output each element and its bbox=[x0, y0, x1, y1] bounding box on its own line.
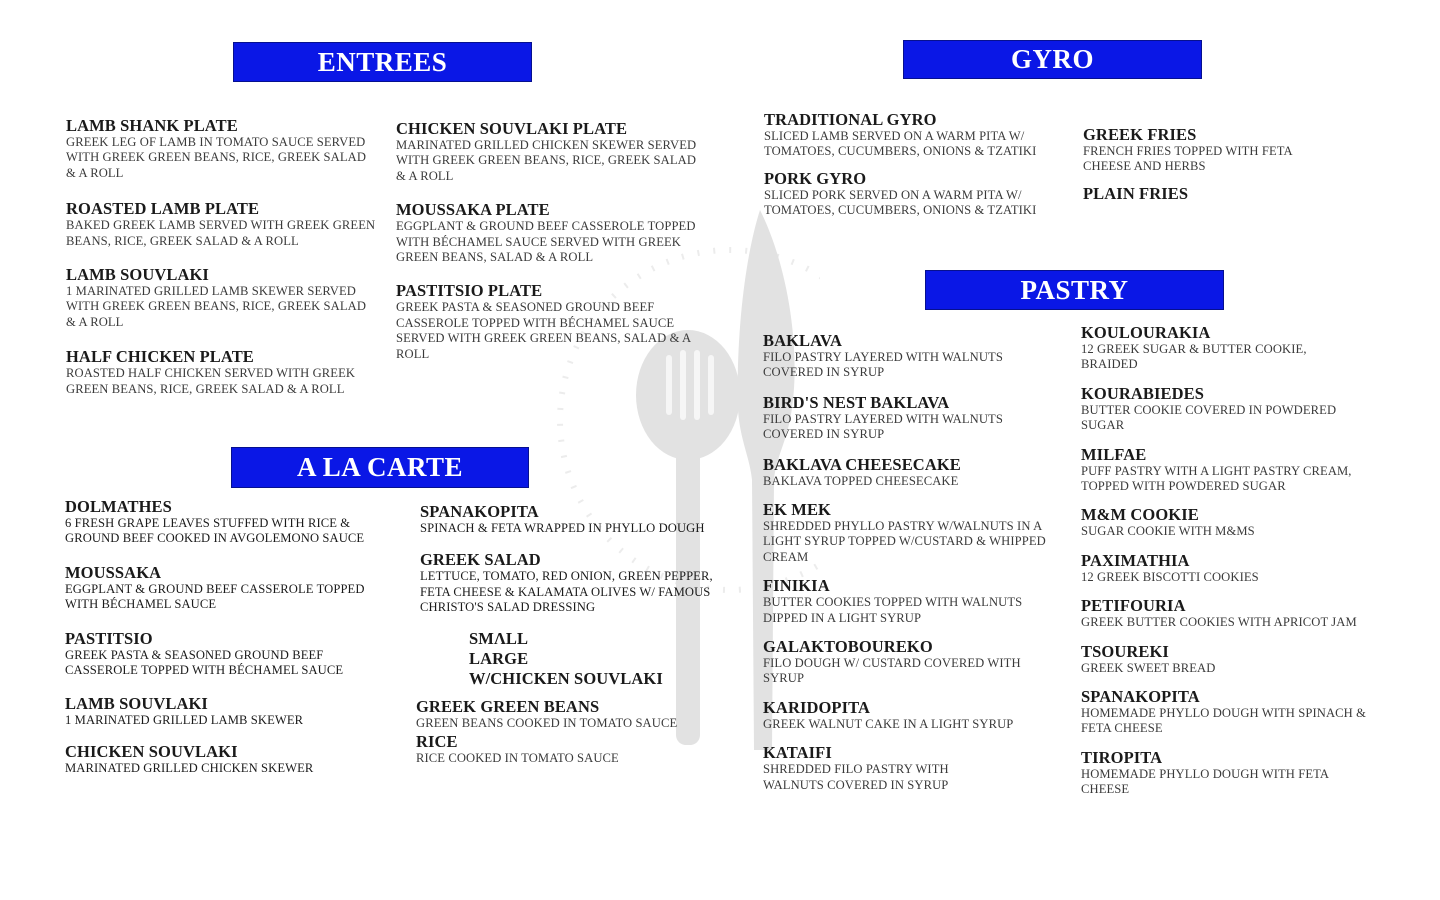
item-name: ROASTED LAMB PLATE bbox=[66, 199, 260, 219]
pastry-header: PASTRY bbox=[925, 270, 1224, 310]
item-description: 6 FRESH GRAPE LEAVES STUFFED WITH RICE & GROUND BEEF COOKED IN AVGOLEMONO SAUCE bbox=[65, 516, 365, 546]
item-description: LETTUCE, TOMATO, RED ONION, GREEN PEPPER, FETA CHEESE & KALAMATA OLIVES W/ FAMOUS CHRISTO'S SALAD DRESSING bbox=[420, 569, 713, 615]
item-name: CHICKEN SOUVLAKI PLATE bbox=[396, 119, 628, 138]
greek-salad-sizes bbox=[469, 629, 729, 689]
menu-item bbox=[764, 111, 1064, 160]
menu-item bbox=[65, 630, 385, 679]
menu-item bbox=[1081, 385, 1371, 434]
item-name: BIRD'S NEST BAKLAVA bbox=[763, 392, 950, 412]
item-description: GREEK PASTA & SEASONED GROUND BEEF CASSEROLE TOPPED WITH BÉCHAMEL SAUCE bbox=[65, 647, 344, 678]
item-name: TIROPITA bbox=[1081, 747, 1163, 767]
menu-item bbox=[416, 698, 716, 731]
item-name: MILFAE bbox=[1081, 444, 1147, 464]
menu-item bbox=[763, 456, 1053, 489]
item-description: BAKED GREEK LAMB SERVED WITH GREEK GREEN BEANS, RICE, GREEK SALAD & A ROLL bbox=[66, 218, 376, 248]
item-description: BUTTER COOKIES TOPPED WITH WALNUTS DIPPED IN A LIGHT SYRUP bbox=[763, 595, 1023, 625]
menu-item bbox=[763, 699, 1053, 732]
item-name: KOULOURAKIA bbox=[1081, 323, 1211, 342]
item-name: LAMB SHANK PLATE bbox=[66, 116, 238, 135]
item-description: GREEK WALNUT CAKE IN A LIGHT SYRUP bbox=[763, 716, 1014, 731]
menu-item bbox=[1081, 506, 1371, 539]
item-description: BUTTER COOKIE COVERED IN POWDERED SUGAR bbox=[1081, 402, 1337, 433]
menu-item bbox=[763, 501, 1053, 565]
a-la-carte-column-2 bbox=[420, 503, 720, 628]
menu-item bbox=[1081, 749, 1371, 798]
item-description: MARINATED GRILLED CHICKEN SKEWER bbox=[65, 760, 314, 775]
item-description: PUFF PASTRY WITH A LIGHT PASTRY CREAM, TOPPED WITH POWDERED SUGAR bbox=[1081, 463, 1352, 494]
item-name: PAXIMATHIA bbox=[1081, 550, 1190, 570]
menu-item bbox=[396, 120, 706, 184]
menu-item bbox=[66, 348, 376, 397]
menu-item bbox=[1081, 597, 1371, 630]
item-description: HOMEMADE PHYLLO DOUGH WITH SPINACH & FETA CHEESE bbox=[1081, 706, 1366, 736]
item-description: SLICED LAMB SERVED ON A WARM PITA W/ TOMATOES, CUCUMBERS, ONIONS & TZATIKI bbox=[764, 129, 1037, 159]
a-la-carte-header: A LA CARTE bbox=[231, 447, 529, 488]
item-description: ROASTED HALF CHICKEN SERVED WITH GREEK GREEN BEANS, RICE, GREEK SALAD & A ROLL bbox=[66, 366, 356, 396]
item-name: MOUSSAKA PLATE bbox=[396, 200, 550, 220]
item-name: TSOUREKI bbox=[1081, 641, 1169, 661]
menu-item bbox=[1081, 688, 1371, 737]
menu-item bbox=[763, 577, 1053, 626]
item-name: BAKLAVA bbox=[763, 331, 842, 350]
item-description: SHREDDED PHYLLO PASTRY W/WALNUTS IN A LIGHT SYRUP TOPPED W/CUSTARD & WHIPPED CREAM bbox=[763, 519, 1046, 564]
item-description: BAKLAVA TOPPED CHEESECAKE bbox=[763, 473, 959, 488]
menu-item bbox=[66, 200, 376, 249]
item-description: FILO DOUGH W/ CUSTARD COVERED WITH SYRUP bbox=[763, 656, 1021, 686]
item-description: EGGPLANT & GROUND BEEF CASSEROLE TOPPED WITH BÉCHAMEL SAUCE bbox=[65, 581, 365, 612]
menu-item bbox=[1081, 324, 1371, 373]
item-description: MARINATED GRILLED CHICKEN SKEWER SERVED WITH GREEK GREEN BEANS, RICE, GREEK SALAD & A ROLL bbox=[396, 138, 697, 183]
menu-item bbox=[1083, 126, 1323, 175]
menu-item bbox=[1081, 552, 1371, 585]
item-name: LAMB SOUVLAKI bbox=[65, 694, 208, 714]
size-option: W/CHICKEN SOUVLAKI bbox=[469, 669, 663, 688]
menu-item bbox=[65, 564, 385, 613]
a-la-carte-column-1 bbox=[65, 498, 385, 796]
item-name: KARIDOPITA bbox=[763, 697, 871, 717]
size-option: SMΛLL bbox=[469, 629, 529, 648]
menu-item bbox=[763, 394, 1053, 443]
item-name: KOURABIEDES bbox=[1081, 383, 1205, 403]
item-name: MOUSSAKA bbox=[65, 562, 162, 582]
menu-item bbox=[66, 117, 376, 181]
item-description: SUGAR COOKIE WITH M&MS bbox=[1081, 524, 1255, 539]
menu-item bbox=[396, 201, 706, 265]
item-description: 12 GREEK BISCOTTI COOKIES bbox=[1081, 569, 1259, 584]
item-name: BAKLAVA CHEESECAKE bbox=[763, 454, 961, 474]
item-description: GREEK BUTTER COOKIES WITH APRICOT JAM bbox=[1081, 615, 1357, 630]
menu-item bbox=[763, 638, 1053, 687]
item-description: FILO PASTRY LAYERED WITH WALNUTS COVERED IN SYRUP bbox=[763, 350, 1003, 380]
item-name: M&M COOKIE bbox=[1081, 505, 1199, 525]
item-description: FRENCH FRIES TOPPED WITH FETA CHEESE AND HERBS bbox=[1083, 144, 1293, 174]
item-name: CHICKEN SOUVLAKI bbox=[65, 741, 238, 761]
item-description: 1 MARINATED GRILLED LAMB SKEWER SERVED WITH GREEK GREEN BEANS, RICE, GREEK SALAD & A ROLL bbox=[66, 284, 367, 329]
item-name: SPANAKOPITA bbox=[420, 502, 539, 521]
menu-item bbox=[420, 551, 720, 615]
menu-item bbox=[763, 332, 1053, 381]
menu-item bbox=[420, 503, 720, 536]
item-name: GREEK GREEN BEANS bbox=[416, 697, 600, 716]
pastry-column-1 bbox=[763, 332, 1053, 813]
entrees-column-2 bbox=[396, 120, 706, 382]
menu-item bbox=[1081, 446, 1371, 495]
item-description: GREEK PASTA & SEASONED GROUND BEEF CASSEROLE TOPPED WITH BÉCHAMEL SAUCE SERVED WITH GREEK GREEN BEANS, SALAD & A ROLL bbox=[396, 300, 691, 361]
item-name: PLAIN FRIES bbox=[1083, 183, 1189, 203]
menu-item bbox=[763, 744, 1053, 793]
item-description: HOMEMADE PHYLLO DOUGH WITH FETA CHEESE bbox=[1081, 766, 1329, 797]
item-description: GREEN BEANS COOKED IN TOMATO SAUCE bbox=[416, 716, 678, 730]
item-description: SPINACH & FETA WRAPPED IN PHYLLO DOUGH bbox=[420, 521, 705, 535]
menu-item bbox=[764, 170, 1064, 219]
entrees-column-1 bbox=[66, 117, 376, 417]
item-description: EGGPLANT & GROUND BEEF CASSEROLE TOPPED WITH BÉCHAMEL SAUCE SERVED WITH GREEK GREEN BEANS, SALAD & A ROLL bbox=[396, 219, 696, 265]
menu-item bbox=[65, 498, 385, 547]
item-name: PORK GYRO bbox=[764, 168, 867, 188]
item-name: DOLMATHES bbox=[65, 497, 172, 516]
item-name: HALF CHICKEN PLATE bbox=[66, 347, 254, 367]
item-description: 1 MARINATED GRILLED LAMB SKEWER bbox=[65, 713, 304, 728]
item-name: KATAIFI bbox=[763, 743, 832, 763]
item-description: SHREDDED FILO PASTRY WITH WALNUTS COVERED IN SYRUP bbox=[763, 762, 949, 792]
item-description: SLICED PORK SERVED ON A WARM PITA W/ TOMATOES, CUCUMBERS, ONIONS & TZATIKI bbox=[764, 187, 1037, 218]
item-name: EK MEK bbox=[763, 500, 831, 520]
item-name: GREEK SALAD bbox=[420, 550, 541, 570]
gyro-column-1 bbox=[764, 111, 1064, 239]
item-name: RICE bbox=[416, 732, 458, 752]
gyro-column-2 bbox=[1083, 126, 1323, 223]
item-name: PASTITSIO PLATE bbox=[396, 281, 543, 301]
menu-item bbox=[66, 266, 376, 330]
item-name: FINIKIA bbox=[763, 576, 830, 596]
menu-item bbox=[396, 282, 706, 362]
item-description: GREEK SWEET BREAD bbox=[1081, 660, 1216, 675]
gyro-header: GYRO bbox=[903, 40, 1202, 79]
item-name: PETIFOURIA bbox=[1081, 596, 1186, 616]
pastry-column-2 bbox=[1081, 324, 1371, 818]
item-description: FILO PASTRY LAYERED WITH WALNUTS COVERED IN SYRUP bbox=[763, 411, 1003, 442]
size-option: LARGE bbox=[469, 649, 529, 668]
item-description: RICE COOKED IN TOMATO SAUCE bbox=[416, 751, 619, 766]
a-la-carte-column-2b bbox=[416, 698, 716, 787]
menu-item bbox=[1083, 185, 1323, 203]
menu-item bbox=[65, 743, 385, 776]
item-name: SPANAKOPITA bbox=[1081, 687, 1200, 707]
menu-item bbox=[65, 695, 385, 728]
item-description: GREEK LEG OF LAMB IN TOMATO SAUCE SERVED WITH GREEK GREEN BEANS, RICE, GREEK SALAD & A ROLL bbox=[66, 135, 367, 180]
item-name: LAMB SOUVLAKI bbox=[66, 265, 209, 285]
menu-item bbox=[416, 733, 716, 766]
item-name: GALAKTOBOUREKO bbox=[763, 637, 933, 657]
menu-item bbox=[1081, 643, 1371, 676]
entrees-header: ENTREES bbox=[233, 42, 532, 82]
item-name: TRADITIONAL GYRO bbox=[764, 110, 937, 129]
item-name: GREEK FRIES bbox=[1083, 125, 1197, 144]
item-name: PASTITSIO bbox=[65, 628, 153, 648]
item-description: 12 GREEK SUGAR & BUTTER COOKIE, BRAIDED bbox=[1081, 342, 1307, 372]
